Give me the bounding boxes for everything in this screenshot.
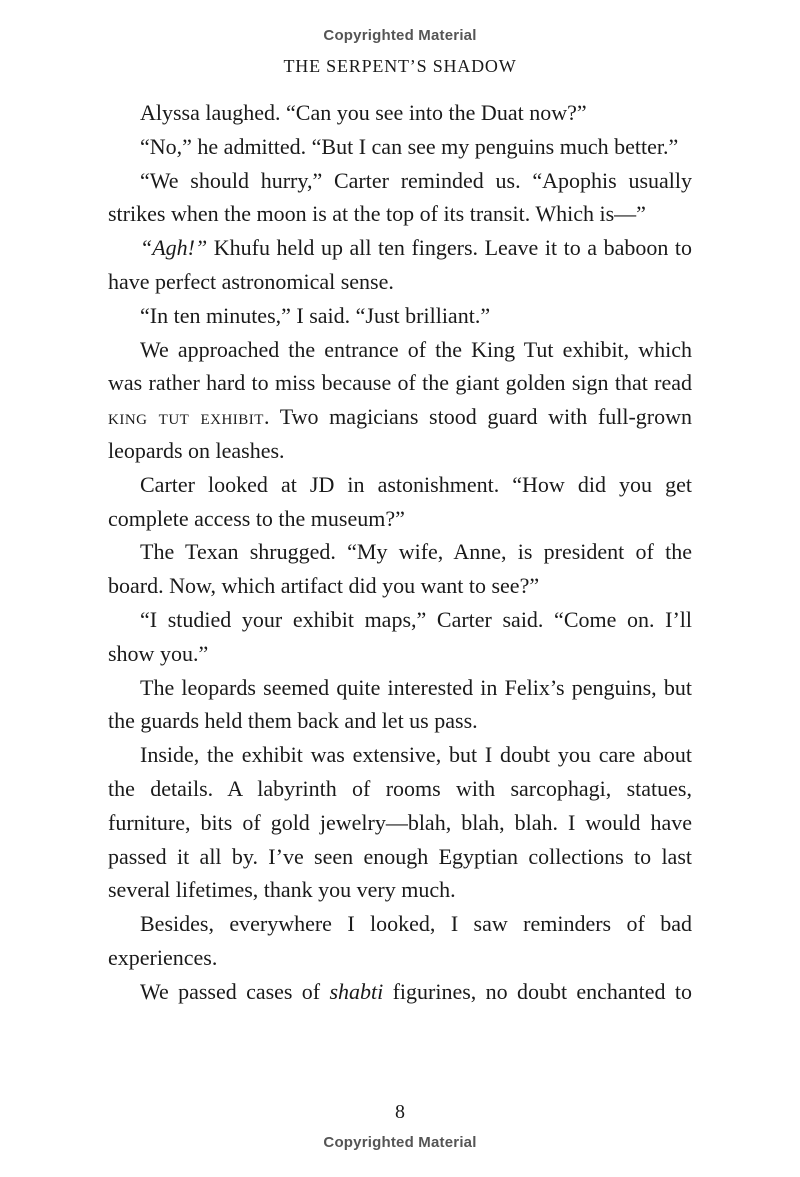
paragraph: The leopards seemed quite interested in Felix’s penguins, but the guards held them back and let us pass.	[108, 674, 692, 734]
italic-exclamation: “Agh!”	[140, 235, 208, 261]
paragraph	[108, 231, 692, 299]
paragraph: Besides, everywhere I looked, I saw reminders of bad experiences.	[108, 911, 692, 970]
paragraph-text-after: . Two magicians stood guard with full-grown leopards on leashes.	[108, 404, 692, 463]
paragraph-text-before: We approached the entrance of the King Tut exhibit, which was rather hard to miss because of the giant golden sign that read	[108, 336, 692, 396]
paragraph-text: Khufu held up all ten fingers. Leave it to a baboon to have perfect astronomical sense.	[108, 235, 692, 294]
paragraph: Carter looked at JD in astonishment. “How did you get complete access to the museum?”	[108, 471, 692, 531]
page-number: 8	[395, 1101, 405, 1123]
italic-word: shabti	[329, 978, 384, 1004]
paragraph: “No,” he admitted. “But I can see my penguins much better.”	[140, 133, 679, 159]
sign-text-smallcaps: king tut exhibit	[108, 404, 264, 430]
watermark-bottom: Copyrighted Material	[323, 1134, 477, 1151]
paragraph: “I studied your exhibit maps,” Carter said. “Come on. I’ll show you.”	[108, 606, 692, 666]
paragraph-text-after: figurines, no doubt enchanted to	[383, 978, 692, 1004]
paragraph	[108, 975, 692, 1009]
paragraph: Alyssa laughed. “Can you see into the Duat now?”	[140, 100, 587, 125]
paragraph-text-before: We passed cases of	[140, 978, 330, 1004]
running-head: THE SERPENT’S SHADOW	[283, 56, 517, 76]
paragraph: “We should hurry,” Carter reminded us. “Apophis usually strikes when the moon is at the top of its transit. Which is—”	[108, 167, 692, 227]
watermark-top: Copyrighted Material	[323, 27, 477, 44]
paragraph: “In ten minutes,” I said. “Just brilliant.”	[140, 302, 491, 328]
paragraph	[108, 333, 692, 468]
paragraph: Inside, the exhibit was extensive, but I doubt you care about the details. A labyrinth of rooms with sarcophagi, statues, furniture, bits of gold jewelry—blah, blah, blah. I would have passed it all by. I’ve seen enough Egyptian collections to last several lifetimes, thank you very much.	[108, 742, 692, 903]
body-text	[108, 96, 692, 1009]
paragraph: The Texan shrugged. “My wife, Anne, is president of the board. Now, which artifact did you want to see?”	[108, 539, 692, 599]
